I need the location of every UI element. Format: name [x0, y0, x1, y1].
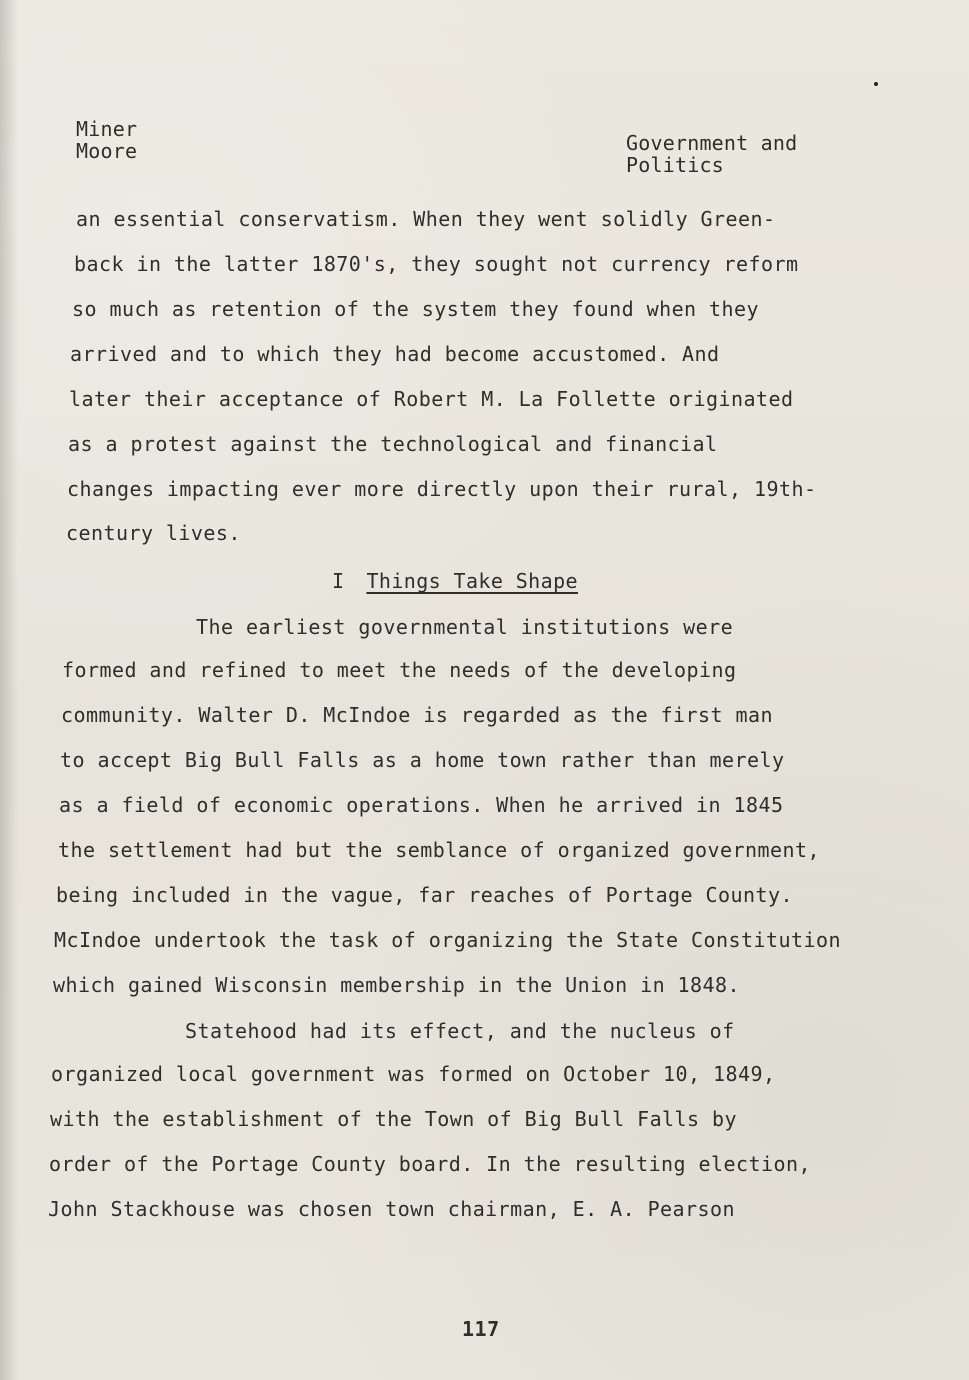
author-header [76, 118, 137, 162]
page-number: 117 [462, 1317, 500, 1341]
paragraph-1-line-5: later their acceptance of Robert M. La Follette originated [69, 387, 794, 411]
paragraph-2-line-9: which gained Wisconsin membership in the Union in 1848. [53, 973, 741, 997]
paragraph-3-line-2: organized local government was formed on October 10, 1849, [51, 1062, 776, 1086]
paragraph-1-line-1: an essential conservatism. When they went solidly Green- [76, 207, 776, 231]
section-header [626, 132, 797, 176]
paragraph-1-line-3: so much as retention of the system they found when they [72, 297, 760, 321]
section-header-line-1: Government and [626, 131, 798, 155]
paragraph-2-line-6: the settlement had but the semblance of organized government, [58, 838, 820, 862]
author-line-2: Moore [76, 139, 138, 163]
paragraph-2-line-1: The earliest governmental institutions were [196, 615, 734, 639]
paragraph-3-line-4: order of the Portage County board. In the resulting election, [49, 1152, 811, 1176]
paragraph-2-line-7: being included in the vague, far reaches of Portage County. [56, 883, 793, 907]
paragraph-1-line-8: century lives. [66, 521, 241, 545]
paragraph-3-line-1: Statehood had its effect, and the nucleus of [185, 1019, 735, 1043]
section-title [332, 570, 578, 592]
section-number: I [332, 569, 345, 593]
paragraph-2-line-3: community. Walter D. McIndoe is regarded as the first man [61, 703, 773, 727]
paragraph-3-line-5: John Stackhouse was chosen town chairman, E. A. Pearson [48, 1197, 736, 1221]
page-edge-shadow [0, 0, 18, 1380]
paragraph-2-line-2: formed and refined to meet the needs of the developing [62, 658, 737, 682]
paragraph-2-line-4: to accept Big Bull Falls as a home town rather than merely [60, 748, 785, 772]
paragraph-1-line-6: as a protest against the technological and financial [68, 432, 718, 456]
paragraph-1-line-7: changes impacting ever more directly upon their rural, 19th- [67, 477, 817, 501]
section-title-text: Things Take Shape [366, 569, 578, 593]
paragraph-2-line-5: as a field of economic operations. When he arrived in 1845 [59, 793, 784, 817]
paragraph-2-line-8: McIndoe undertook the task of organizing the State Constitution [54, 928, 841, 952]
section-header-line-2: Politics [626, 153, 724, 177]
ink-speck-dot [874, 82, 878, 86]
paragraph-1-line-2: back in the latter 1870's, they sought not currency reform [74, 252, 799, 276]
paragraph-1-line-4: arrived and to which they had become accustomed. And [70, 342, 720, 366]
paragraph-3-line-3: with the establishment of the Town of Big Bull Falls by [50, 1107, 738, 1131]
author-line-1: Miner [76, 117, 138, 141]
